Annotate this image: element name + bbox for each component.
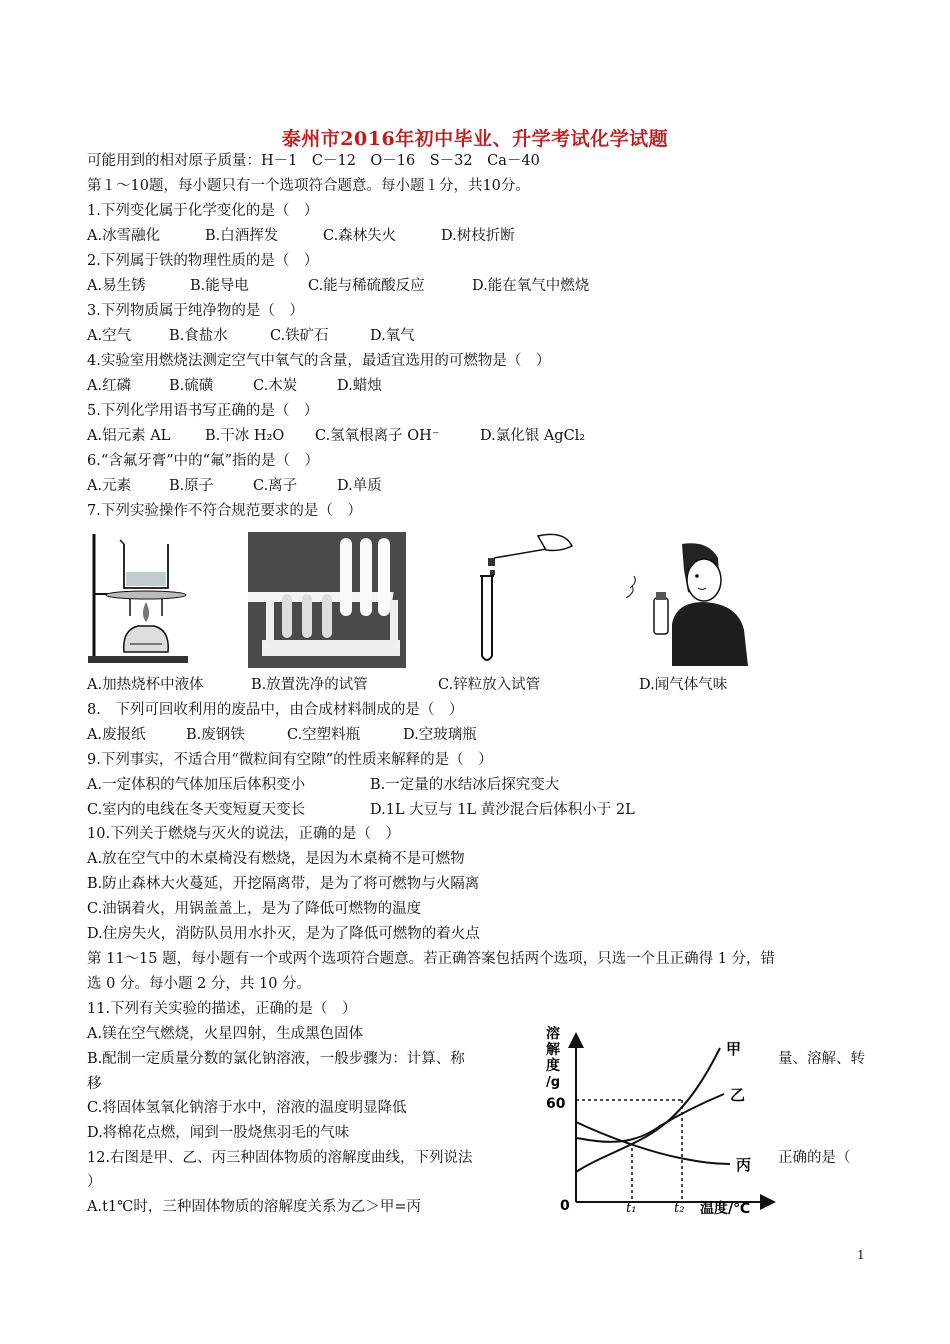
q9-option-c: C.室内的电线在冬天变短夏天变长 [87,802,306,818]
series-bing-label: 丙 [736,1156,752,1174]
q9-options-row2 [87,800,635,820]
series-bing-curve [576,1122,730,1164]
page-title: 泰州市2016年初中毕业、升学考试化学试题 [281,128,669,150]
figure-heating-beaker [86,526,192,666]
q9-option-a: A.一定体积的气体加压后体积变小 [87,777,306,793]
q8-option-b: B.废钢铁 [186,727,245,743]
q10-stem: 10.下列关于燃烧与灭火的说法，正确的是（ ） [87,826,401,842]
q2-option-c: C.能与稀硫酸反应 [308,278,425,294]
q7-option-d: D.闻气体气味 [639,677,728,693]
y-axis-label-2: 解 [546,1042,560,1058]
y-tick-label: 60 [546,1096,566,1112]
q7-option-b: B.放置洗净的试管 [251,677,368,693]
q12-stem-part3: ） [87,1174,102,1190]
section2-instructions-line1: 第 11～15 题，每小题有一个或两个选项符合题意。若正确答案包括两个选项，只选一个且正确得 1 分，错 [87,951,776,967]
q8-option-c: C.空塑料瓶 [287,727,361,743]
q2-stem: 2.下列属于铁的物理性质的是（ ） [87,253,319,269]
q7-stem: 7.下列实验操作不符合规范要求的是（ ） [87,503,362,519]
q8-option-d: D.空玻璃瓶 [403,727,477,743]
q5-option-a: A.铝元素 AL [87,428,171,444]
q9-options-row1 [87,775,559,795]
q3-option-d: D.氧气 [370,328,415,344]
series-jia-label: 甲 [726,1040,742,1058]
q8-option-a: A.废报纸 [87,727,146,743]
q2-options [87,276,589,296]
q6-option-d: D.单质 [337,478,382,494]
q1-option-d: D.树枝折断 [441,228,515,244]
q5-option-c: C.氢氧根离子 OH⁻ [315,428,440,444]
q6-option-b: B.原子 [169,478,214,494]
q11-option-a: A.镁在空气燃烧，火星四射，生成黑色固体 [87,1026,364,1042]
q12-stem-part1: 12.右图是甲、乙、丙三种固体物质的溶解度曲线，下列说法 [87,1150,473,1166]
q9-option-b: B.一定量的水结冰后探究变大 [370,777,560,793]
x-tick-t1: t₁ [626,1201,637,1216]
q11-option-d: D.将棉花点燃，闻到一股烧焦羽毛的气味 [87,1125,350,1141]
q4-stem: 4.实验室用燃烧法测定空气中氧气的含量，最适宜选用的可燃物是（ ） [87,353,551,369]
q11-stem: 11.下列有关实验的描述，正确的是（ ） [87,1001,357,1017]
q3-option-a: A.空气 [87,328,132,344]
q1-option-b: B.白酒挥发 [205,228,279,244]
q2-option-a: A.易生锈 [87,278,146,294]
q3-options [87,326,415,346]
q2-option-d: D.能在氧气中燃烧 [472,278,590,294]
q10-option-d: D.住房失火，消防队员用水扑灭，是为了降低可燃物的着火点 [87,926,480,942]
q1-option-c: C.森林失火 [323,228,397,244]
section1-instructions: 第１～10题，每小题只有一个选项符合题意。每小题１分，共10分。 [87,178,530,194]
q12-option-a: A.t1℃时，三种固体物质的溶解度关系为乙＞甲=丙 [87,1199,422,1215]
figure-test-tube-rack [248,532,406,668]
y-axis-label-1: 溶 [546,1026,560,1042]
q4-option-c: C.木炭 [253,378,298,394]
q5-options [87,426,585,446]
figure-smelling-gas [626,540,750,666]
section2-instructions-line2: 选 0 分。每小题 2 分，共 10 分。 [87,976,312,992]
q4-options [87,376,382,396]
q6-stem: 6.“含氟牙膏”中的“氟”指的是（ ） [87,453,319,469]
q6-option-c: C.离子 [253,478,298,494]
q2-option-b: B.能导电 [190,278,249,294]
x-axis-label: 温度/℃ [700,1201,751,1216]
figure-zinc-into-tube [468,528,578,666]
q4-option-b: B.硫磺 [169,378,214,394]
q3-stem: 3.下列物质属于纯净物的是（ ） [87,303,304,319]
q5-option-d: D.氯化银 AgCl₂ [480,428,586,444]
origin-label: 0 [560,1198,570,1214]
y-axis-label-4: /g [546,1075,561,1090]
page-number: 1 [857,1248,865,1262]
series-yi-label: 乙 [730,1086,746,1104]
y-axis-label-3: 度 [546,1058,560,1074]
q3-option-c: C.铁矿石 [270,328,329,344]
q5-option-b: B.干冰 H₂O [205,428,285,444]
q8-stem: 8. 下列可回收利用的废品中，由合成材料制成的是（ ） [87,702,464,718]
q10-option-b: B.防止森林大火蔓延，开挖隔离带，是为了将可燃物与火隔离 [87,876,480,892]
q11-option-b-part1: B.配制一定质量分数的氯化钠溶液，一般步骤为：计算、称 [87,1051,465,1067]
x-tick-t2: t₂ [674,1201,685,1216]
q11-option-c: C.将固体氢氧化钠溶于水中，溶液的温度明显降低 [87,1100,407,1116]
q9-option-d: D.1L 大豆与 1L 黄沙混合后体积小于 2L [370,802,635,818]
q1-option-a: A.冰雪融化 [87,228,161,244]
q6-options [87,476,382,496]
q4-option-d: D.蜡烛 [337,378,382,394]
q8-options [87,725,477,745]
series-jia-curve [576,1048,720,1172]
q10-option-c: C.油锅着火，用锅盖盖上，是为了降低可燃物的温度 [87,901,422,917]
solubility-chart [540,1026,776,1216]
q5-stem: 5.下列化学用语书写正确的是（ ） [87,403,319,419]
atomic-mass-line: 可能用到的相对原子质量：H－1 C－12 O－16 S－32 Ca－40 [87,153,540,169]
q7-options [87,675,727,695]
q7-option-c: C.锌粒放入试管 [438,677,541,693]
q1-stem: 1.下列变化属于化学变化的是（ ） [87,203,319,219]
q6-option-a: A.元素 [87,478,132,494]
q3-option-b: B.食盐水 [169,328,228,344]
q11-option-b-part2: 量、溶解、转 [778,1051,865,1067]
q1-options [87,226,515,246]
q10-option-a: A.放在空气中的木桌椅没有燃烧，是因为木桌椅不是可燃物 [87,851,465,867]
q7-option-a: A.加热烧杯中液体 [87,677,204,693]
q4-option-a: A.红磷 [87,378,132,394]
q12-stem-part2: 正确的是（ [778,1150,851,1166]
q11-option-b-part3: 移 [87,1076,102,1092]
q9-stem: 9.下列事实，不适合用“微粒间有空隙”的性质来解释的是（ ） [87,752,493,768]
